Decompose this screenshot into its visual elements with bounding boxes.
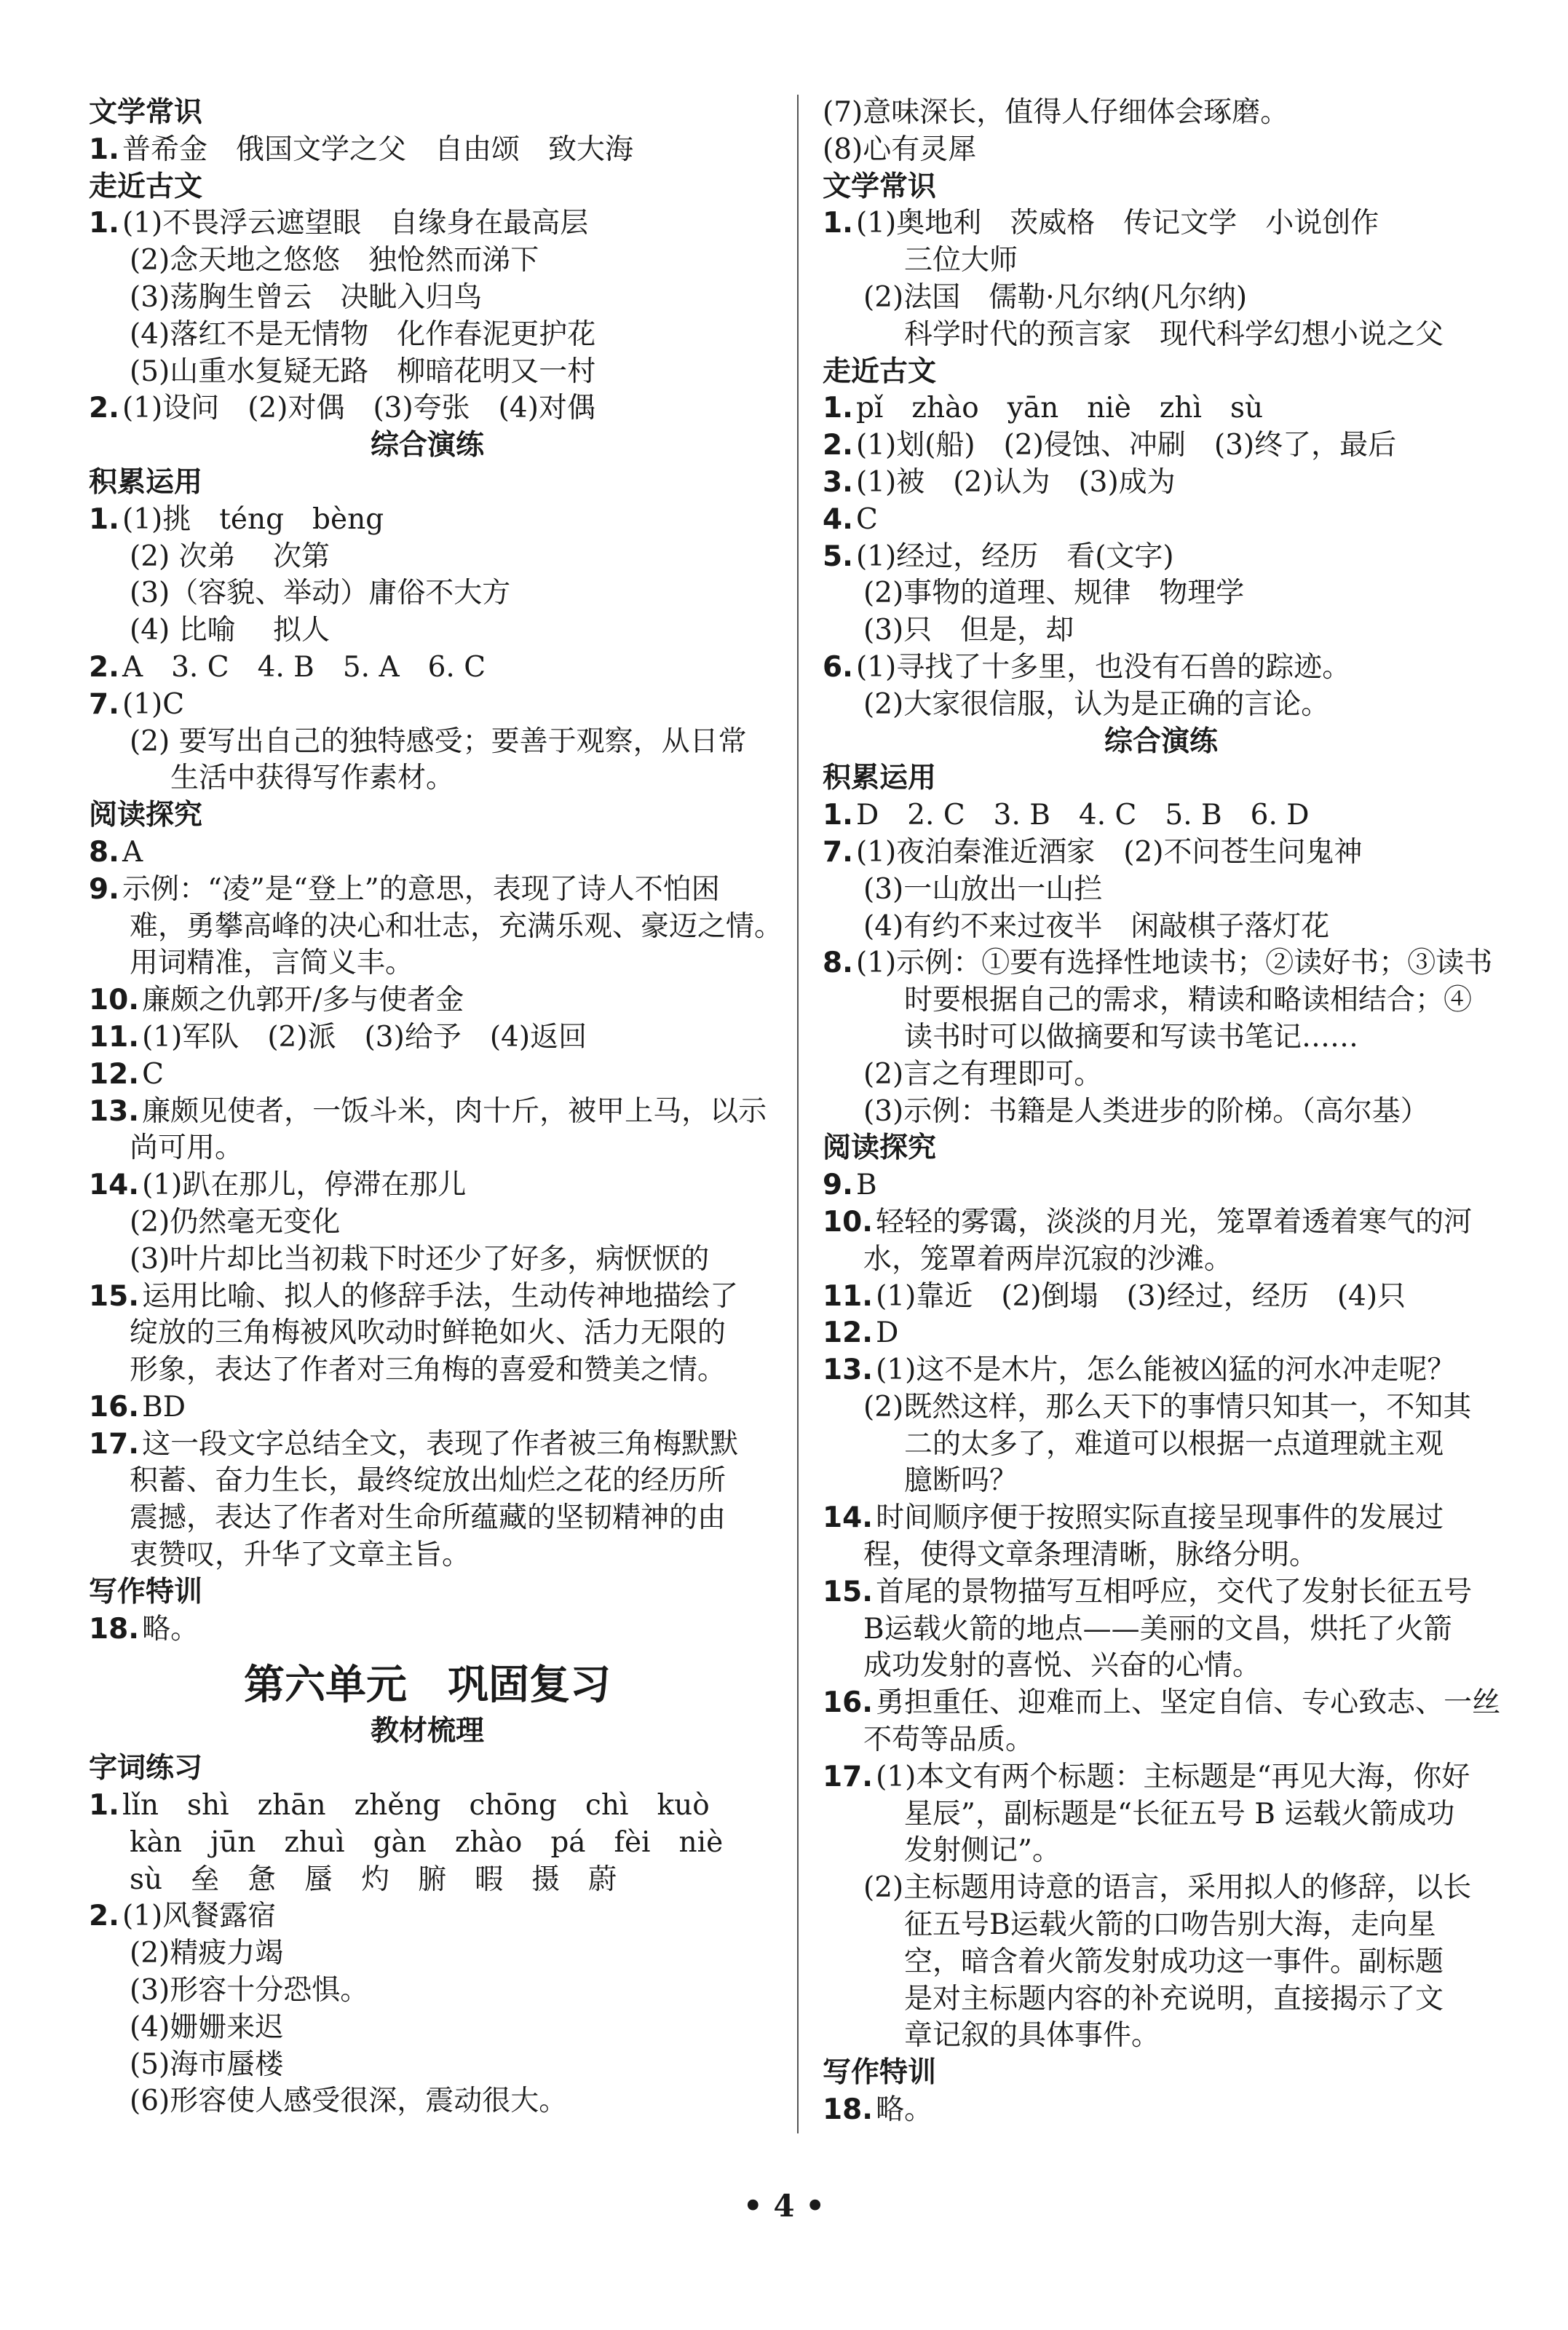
answer-item	[823, 1204, 1500, 1241]
answer-item	[89, 1389, 766, 1426]
answer-line: 星辰”，副标题是“长征五号 B 运载火箭成功	[904, 1797, 1455, 1831]
answer-item	[89, 1279, 766, 1316]
answer-item	[823, 1279, 1500, 1316]
answer-item	[823, 205, 1500, 242]
section-heading: 走近古文	[89, 170, 203, 203]
item-number: 4.	[823, 502, 853, 536]
item-text: D 2. C 3. B 4. C 5. B 6. D	[855, 799, 1310, 832]
item-number: 2.	[89, 650, 119, 684]
answer-item	[823, 1500, 1500, 1537]
item-number: 13.	[823, 1354, 874, 1387]
item-text: 运用比喻、拟人的修辞手法，生动传神地描绘了	[142, 1279, 739, 1313]
item-number: 5.	[823, 540, 853, 573]
section-heading: 阅读探究	[89, 799, 203, 832]
answer-item	[823, 1685, 1500, 1722]
section-heading: 走近古文	[823, 355, 937, 388]
answer-item	[89, 982, 766, 1019]
section-heading: 写作特训	[89, 1575, 203, 1608]
answer-line: 积蓄、奋力生长，最终绽放出灿烂之花的经历所	[130, 1464, 726, 1498]
answer-line: (4)有约不来过夜半 闲敲棋子落灯花	[863, 909, 1330, 943]
answer-line: 衷赞叹，升华了文章主旨。	[130, 1539, 471, 1572]
answer-line: (3)只 但是，却	[863, 614, 1074, 647]
answer-line: (8)心有灵犀	[823, 133, 977, 166]
item-text: (1)挑 téng bèng	[122, 502, 384, 536]
item-number: 3.	[823, 465, 853, 499]
item-number: 8.	[823, 947, 853, 980]
answer-line: 征五号B运载火箭的口吻告别大海，走向星	[904, 1908, 1436, 1942]
item-number: 9.	[89, 872, 119, 906]
answer-item	[823, 465, 1500, 502]
item-text: (1)风餐露宿	[122, 1900, 277, 1933]
answer-item	[823, 834, 1500, 872]
answer-item	[823, 1574, 1500, 1611]
item-number: 18.	[89, 1612, 140, 1646]
item-number: 2.	[89, 1900, 119, 1933]
item-text: BD	[142, 1390, 186, 1423]
item-text: A	[122, 835, 143, 869]
answer-item	[823, 797, 1500, 834]
answer-item	[89, 1167, 766, 1204]
answer-item	[89, 1094, 766, 1131]
section-heading: 积累运用	[89, 465, 203, 499]
item-text: (1)寻找了十多里，也没有石兽的踪迹。	[855, 650, 1351, 684]
section-heading: 文学常识	[89, 96, 203, 129]
answer-line: 臆断吗？	[904, 1464, 1018, 1498]
answer-item	[823, 2092, 1500, 2129]
item-text: (1)这不是木片，怎么能被凶猛的河水冲走呢？	[876, 1354, 1456, 1387]
item-text: 勇担重任、迎难而上、坚定自信、专心致志、一丝	[876, 1686, 1501, 1720]
item-number: 12.	[89, 1057, 140, 1091]
answer-item	[823, 390, 1500, 427]
item-number: 18.	[823, 2093, 874, 2127]
answer-line: (7)意味深长，值得人仔细体会琢磨。	[823, 96, 1289, 129]
item-text: 廉颇见使者，一饭斗米，肉十斤，被甲上马，以示	[142, 1094, 767, 1128]
answer-item	[89, 1426, 766, 1464]
answer-line: (5)海市蜃楼	[130, 2047, 284, 2081]
answer-line: 震撼，表达了作者对生命所蕴藏的坚韧精神的由	[130, 1501, 726, 1535]
item-text: 轻轻的雾霭，淡淡的月光，笼罩着透着寒气的河	[876, 1205, 1473, 1239]
answer-item	[89, 1611, 766, 1648]
item-text: (1)军队 (2)派 (3)给予 (4)返回	[142, 1020, 587, 1054]
item-number: 14.	[823, 1501, 874, 1535]
column-divider	[797, 95, 799, 2133]
answer-item	[89, 872, 766, 909]
item-text: (1)本文有两个标题：主标题是“再见大海，你好	[876, 1760, 1470, 1793]
item-text: 示例：“凌”是“登上”的意思，表现了诗人不怕困	[122, 872, 720, 906]
item-text: 时间顺序便于按照实际直接呈现事件的发展过	[876, 1501, 1444, 1535]
answer-item	[89, 1019, 766, 1057]
item-text: 廉颇之仇郭开/多与使者金	[142, 984, 464, 1017]
item-number: 2.	[823, 429, 853, 462]
answer-line: 发射侧记”。	[904, 1834, 1061, 1868]
item-text: (1)划(船) (2)侵蚀、冲刷 (3)终了，最后	[855, 429, 1397, 462]
item-number: 16.	[823, 1686, 874, 1720]
answer-line: 水，笼罩着两岸沉寂的沙滩。	[863, 1242, 1233, 1276]
item-text: (1)夜泊秦淮近酒家 (2)不问苍生问鬼神	[855, 835, 1363, 869]
item-number: 9.	[823, 1169, 853, 1202]
answer-line: (4)落红不是无情物 化作春泥更护花	[130, 317, 596, 351]
item-text: (1)靠近 (2)倒塌 (3)经过，经历 (4)只	[876, 1279, 1406, 1313]
answer-item	[89, 390, 766, 427]
answer-item	[823, 539, 1500, 576]
item-text: (1)被 (2)认为 (3)成为	[855, 465, 1176, 499]
answer-line: (2) 次弟 次第	[130, 540, 330, 573]
item-text: 普希金 俄国文学之父 自由颂 致大海	[122, 133, 633, 166]
answer-line: 程，使得文章条理清晰，脉络分明。	[863, 1539, 1318, 1572]
answer-item	[89, 687, 766, 724]
item-text: lǐn shì zhān zhěng chōng chì kuò	[122, 1789, 710, 1822]
answer-item	[823, 1315, 1500, 1352]
answer-line: 是对主标题内容的补充说明，直接揭示了文	[904, 1982, 1444, 2015]
item-number: 6.	[823, 650, 853, 684]
right-column	[823, 95, 1500, 2129]
item-text: B	[855, 1169, 877, 1202]
answer-line: 三位大师	[904, 244, 1018, 277]
answer-line: (6)形容使人感受很深，震动很大。	[130, 2085, 568, 2118]
answer-line: (5)山重水复疑无路 柳暗花明又一村	[130, 355, 596, 388]
answer-line: (3)荡胸生曾云 决眦入归鸟	[130, 280, 483, 314]
item-text: 首尾的景物描写互相呼应，交代了发射长征五号	[876, 1575, 1473, 1608]
answer-line: 用词精准，言简义丰。	[130, 947, 414, 980]
item-number: 10.	[89, 984, 140, 1017]
item-text: (1)设问 (2)对偶 (3)夸张 (4)对偶	[122, 392, 595, 425]
item-text: (1)趴在那儿，停滞在那儿	[142, 1169, 467, 1202]
item-text: D	[876, 1316, 899, 1350]
answer-item	[89, 1788, 766, 1825]
answer-item	[89, 132, 766, 169]
item-text: (1)示例：①要有选择性地读书；②读好书；③读书	[855, 947, 1493, 980]
answer-line: 空，暗含着火箭发射成功这一事件。副标题	[904, 1945, 1444, 1978]
answer-line: (4)姗姗来迟	[130, 2010, 284, 2044]
item-text: (1)经过，经历 看(文字)	[855, 540, 1174, 573]
answer-item	[89, 834, 766, 872]
answer-line: (4) 比喻 拟人	[130, 614, 330, 647]
answer-line: (2)精疲力竭	[130, 1937, 284, 1970]
item-text: A 3. C 4. B 5. A 6. C	[122, 650, 486, 684]
answer-line: (3)（容貌、举动）庸俗不大方	[130, 577, 511, 610]
item-text: C	[142, 1057, 164, 1091]
answer-line: (2)主标题用诗意的语言，采用拟人的修辞，以长	[863, 1871, 1472, 1905]
item-number: 13.	[89, 1094, 140, 1128]
item-text: 这一段文字总结全文，表现了作者被三角梅默默	[142, 1427, 739, 1461]
item-number: 7.	[89, 687, 119, 721]
answer-line: (3)叶片却比当初栽下时还少了好多，病恹恹的	[130, 1242, 710, 1276]
item-text: (1)奥地利 茨威格 传记文学 小说创作	[855, 207, 1379, 240]
item-number: 17.	[823, 1760, 874, 1793]
section-title: 教材梳理	[370, 1715, 484, 1748]
answer-line: 章记叙的具体事件。	[904, 2019, 1160, 2053]
answer-line: sù 垒 惫 蜃 灼 腑 暇 摄 蔚	[130, 1863, 617, 1896]
left-column	[89, 95, 783, 2120]
answer-line: (2)法国 儒勒·凡尔纳(凡尔纳)	[863, 280, 1248, 314]
item-number: 17.	[89, 1427, 140, 1461]
item-number: 1.	[823, 207, 853, 240]
answer-line: 难，勇攀高峰的决心和壮志，充满乐观、豪迈之情。	[130, 909, 783, 943]
answer-item	[823, 1167, 1500, 1204]
answer-item	[89, 205, 766, 242]
answer-item	[89, 502, 766, 539]
item-text: (1)C	[122, 687, 185, 721]
answer-line: (2) 要写出自己的独特感受；要善于观察，从日常	[130, 724, 747, 758]
section-title: 综合演练	[370, 429, 484, 462]
item-number: 16.	[89, 1390, 140, 1423]
item-number: 11.	[823, 1279, 874, 1313]
unit-title: 第六单元 巩固复习	[244, 1662, 611, 1710]
item-number: 2.	[89, 392, 119, 425]
answer-line: (3)示例：书籍是人类进步的阶梯。（高尔基）	[863, 1094, 1429, 1128]
item-number: 15.	[89, 1279, 140, 1313]
answer-line: (2)事物的道理、规律 物理学	[863, 577, 1245, 610]
answer-line: 尚可用。	[130, 1132, 244, 1165]
page-number: • 4 •	[743, 2188, 825, 2224]
section-heading: 积累运用	[823, 762, 937, 795]
answer-line: B运载火箭的地点——美丽的文昌，烘托了火箭	[863, 1612, 1452, 1646]
answer-line: kàn jūn zhuì gàn zhào pá fèi niè	[130, 1825, 724, 1859]
item-number: 12.	[823, 1316, 874, 1350]
answer-item	[823, 1352, 1500, 1389]
answer-line: (2)仍然毫无变化	[130, 1205, 341, 1239]
item-text: 略。	[876, 2093, 933, 2127]
item-number: 1.	[823, 392, 853, 425]
item-text: C	[855, 502, 878, 536]
answer-item	[823, 1759, 1500, 1796]
item-number: 1.	[89, 1789, 119, 1822]
item-text: pǐ zhào yān niè zhì sù	[855, 392, 1264, 425]
item-number: 14.	[89, 1169, 140, 1202]
answer-line: 不苟等品质。	[863, 1723, 1034, 1757]
answer-item	[823, 502, 1500, 539]
section-heading: 阅读探究	[823, 1132, 937, 1165]
answer-line: (3)一山放出一山拦	[863, 872, 1103, 906]
answer-line: 二的太多了，难道可以根据一点道理就主观	[904, 1427, 1444, 1461]
answer-line: 时要根据自己的需求，精读和略读相结合；④	[904, 984, 1473, 1017]
answer-item	[823, 427, 1500, 465]
item-number: 11.	[89, 1020, 140, 1054]
item-text: 略。	[142, 1612, 199, 1646]
answer-item	[89, 649, 766, 687]
item-number: 1.	[89, 133, 119, 166]
item-number: 1.	[823, 799, 853, 832]
answer-line: 成功发射的喜悦、兴奋的心情。	[863, 1649, 1262, 1683]
answer-item	[823, 649, 1500, 687]
answer-line: (2)既然这样，那么天下的事情只知其一，不知其	[863, 1390, 1472, 1423]
item-text: (1)不畏浮云遮望眼 自缘身在最高层	[122, 207, 589, 240]
answer-line: 绽放的三角梅被风吹动时鲜艳如火、活力无限的	[130, 1316, 726, 1350]
answer-line: (3)形容十分恐惧。	[130, 1974, 369, 2007]
answer-line: (2)念天地之悠悠 独怆然而涕下	[130, 244, 539, 277]
section-heading: 写作特训	[823, 2056, 937, 2090]
answer-line: 形象，表达了作者对三角梅的喜爱和赞美之情。	[130, 1354, 726, 1387]
item-number: 7.	[823, 835, 853, 869]
answer-item	[89, 1057, 766, 1094]
answer-line: 生活中获得写作素材。	[170, 762, 455, 795]
item-number: 1.	[89, 207, 119, 240]
answer-line: 读书时可以做摘要和写读书笔记……	[904, 1020, 1359, 1054]
item-number: 10.	[823, 1205, 874, 1239]
section-title: 综合演练	[1104, 724, 1218, 758]
item-number: 8.	[89, 835, 119, 869]
answer-line: 科学时代的预言家 现代科学幻想小说之父	[904, 317, 1444, 351]
item-number: 15.	[823, 1575, 874, 1608]
section-heading: 文学常识	[823, 170, 937, 203]
section-heading: 字词练习	[89, 1752, 203, 1785]
answer-item	[89, 1898, 766, 1935]
answer-item	[823, 945, 1500, 982]
answer-line: (2)大家很信服，认为是正确的言论。	[863, 687, 1330, 721]
answer-line: (2)言之有理即可。	[863, 1057, 1103, 1091]
item-number: 1.	[89, 502, 119, 536]
